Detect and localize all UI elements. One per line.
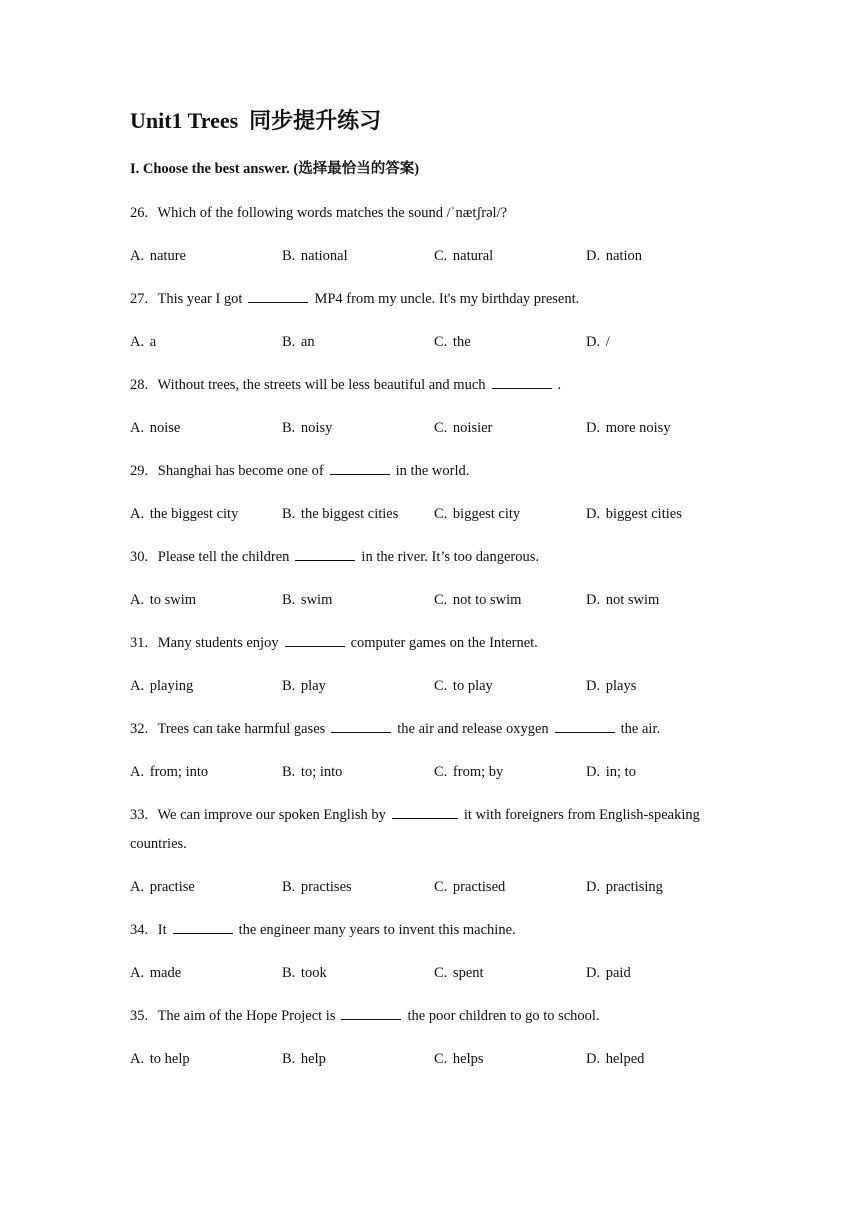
question-stem — [130, 629, 740, 658]
option-a[interactable]: A. to swim — [130, 592, 197, 608]
question-stem — [130, 543, 740, 572]
question-26 — [130, 199, 740, 271]
option-d[interactable]: D. nation — [586, 248, 642, 264]
option-b[interactable]: B. swim — [282, 592, 333, 608]
stem-text: Many students enjoy — [157, 635, 279, 651]
option-c[interactable]: C. from; by — [434, 764, 504, 780]
option-b[interactable]: B. national — [282, 248, 348, 264]
option-d[interactable]: D. biggest cities — [586, 506, 682, 522]
option-b[interactable]: B. the biggest cities — [282, 506, 399, 522]
option-d[interactable]: D. in; to — [586, 764, 636, 780]
option-row — [130, 414, 740, 443]
stem-text: the air and release oxygen — [397, 721, 549, 737]
question-number: 30. — [130, 549, 149, 565]
question-29 — [130, 457, 740, 529]
option-c[interactable]: C. spent — [434, 965, 484, 981]
stem-text: It — [157, 922, 167, 938]
question-number: 33. — [130, 807, 149, 823]
option-c[interactable]: C. helps — [434, 1051, 484, 1067]
option-b[interactable]: B. took — [282, 965, 327, 981]
option-d[interactable]: D. practising — [586, 879, 663, 895]
stem-text: in the world. — [395, 463, 470, 479]
option-a[interactable]: A. noise — [130, 420, 181, 436]
option-b[interactable]: B. to; into — [282, 764, 343, 780]
option-b[interactable]: B. play — [282, 678, 326, 694]
question-34 — [130, 916, 740, 988]
question-stem — [130, 371, 740, 400]
option-d[interactable]: D. / — [586, 334, 610, 350]
option-b[interactable]: B. help — [282, 1051, 326, 1067]
option-c[interactable]: C. natural — [434, 248, 494, 264]
question-number: 26. — [130, 205, 149, 221]
option-c[interactable]: C. biggest city — [434, 506, 521, 522]
answer-blank[interactable] — [341, 1007, 401, 1020]
question-35 — [130, 1002, 740, 1074]
answer-blank[interactable] — [330, 462, 390, 475]
option-a[interactable]: A. practise — [130, 879, 195, 895]
option-row — [130, 758, 740, 787]
option-a[interactable]: A. playing — [130, 678, 194, 694]
question-number: 27. — [130, 291, 149, 307]
stem-text: The aim of the Hope Project is — [157, 1008, 336, 1024]
option-row — [130, 1045, 740, 1074]
answer-blank[interactable] — [555, 720, 615, 733]
option-c[interactable]: C. noisier — [434, 420, 493, 436]
option-row — [130, 586, 740, 615]
stem-text: the engineer many years to invent this machine. — [238, 922, 516, 938]
option-a[interactable]: A. from; into — [130, 764, 209, 780]
stem-text: in the river. It’s too dangerous. — [361, 549, 540, 565]
option-d[interactable]: D. helped — [586, 1051, 645, 1067]
option-row — [130, 328, 740, 357]
stem-text: computer games on the Internet. — [350, 635, 538, 651]
question-number: 35. — [130, 1008, 149, 1024]
stem-text: This year I got — [157, 291, 243, 307]
option-d[interactable]: D. more noisy — [586, 420, 671, 436]
stem-text: Trees can take harmful gases — [157, 721, 326, 737]
option-b[interactable]: B. noisy — [282, 420, 333, 436]
question-number: 28. — [130, 377, 149, 393]
stem-text: Please tell the children — [157, 549, 290, 565]
question-28 — [130, 371, 740, 443]
option-a[interactable]: A. the biggest city — [130, 506, 239, 522]
question-stem — [130, 199, 740, 228]
question-31 — [130, 629, 740, 701]
stem-text: it with foreigners from English-speaking countries. — [130, 807, 700, 852]
option-d[interactable]: D. paid — [586, 965, 631, 981]
stem-text: Shanghai has become one of — [157, 463, 324, 479]
question-list — [130, 199, 740, 1088]
answer-blank[interactable] — [295, 548, 355, 561]
stem-text: Which of the following words matches the sound /ˈnætʃrəl/? — [157, 205, 508, 221]
question-27 — [130, 285, 740, 357]
question-stem — [130, 801, 740, 859]
stem-text: . — [557, 377, 562, 393]
question-stem — [130, 715, 740, 744]
option-row — [130, 959, 740, 988]
question-stem — [130, 916, 740, 945]
question-stem — [130, 457, 740, 486]
option-a[interactable]: A. made — [130, 965, 182, 981]
section-heading: I. Choose the best answer. (选择最恰当的答案) — [130, 161, 420, 177]
option-a[interactable]: A. nature — [130, 248, 186, 264]
option-a[interactable]: A. to help — [130, 1051, 190, 1067]
question-33 — [130, 801, 740, 902]
stem-text: Without trees, the streets will be less beautiful and much — [157, 377, 486, 393]
option-row — [130, 672, 740, 701]
question-stem — [130, 1002, 740, 1031]
stem-text: We can improve our spoken English by — [157, 807, 386, 823]
option-c[interactable]: C. not to swim — [434, 592, 522, 608]
answer-blank[interactable] — [285, 634, 345, 647]
answer-blank[interactable] — [173, 921, 233, 934]
option-row — [130, 500, 740, 529]
option-d[interactable]: D. not swim — [586, 592, 660, 608]
answer-blank[interactable] — [492, 376, 552, 389]
option-c[interactable]: C. practised — [434, 879, 506, 895]
option-c[interactable]: C. the — [434, 334, 471, 350]
question-30 — [130, 543, 740, 615]
option-b[interactable]: B. practises — [282, 879, 352, 895]
option-d[interactable]: D. plays — [586, 678, 637, 694]
option-c[interactable]: C. to play — [434, 678, 493, 694]
question-32 — [130, 715, 740, 787]
answer-blank[interactable] — [248, 290, 308, 303]
question-number: 32. — [130, 721, 149, 737]
stem-text: the air. — [620, 721, 661, 737]
option-row — [130, 242, 740, 271]
answer-blank[interactable] — [331, 720, 391, 733]
stem-text: the poor children to go to school. — [407, 1008, 600, 1024]
question-number: 34. — [130, 922, 149, 938]
question-number: 29. — [130, 463, 149, 479]
page-title: Unit1 Trees 同步提升练习 — [130, 108, 382, 133]
question-number: 31. — [130, 635, 149, 651]
stem-text: MP4 from my uncle. It's my birthday present. — [314, 291, 580, 307]
option-b[interactable]: B. an — [282, 334, 315, 350]
option-a[interactable]: A. a — [130, 334, 157, 350]
answer-blank[interactable] — [392, 806, 458, 819]
option-row — [130, 873, 740, 902]
question-stem — [130, 285, 740, 314]
